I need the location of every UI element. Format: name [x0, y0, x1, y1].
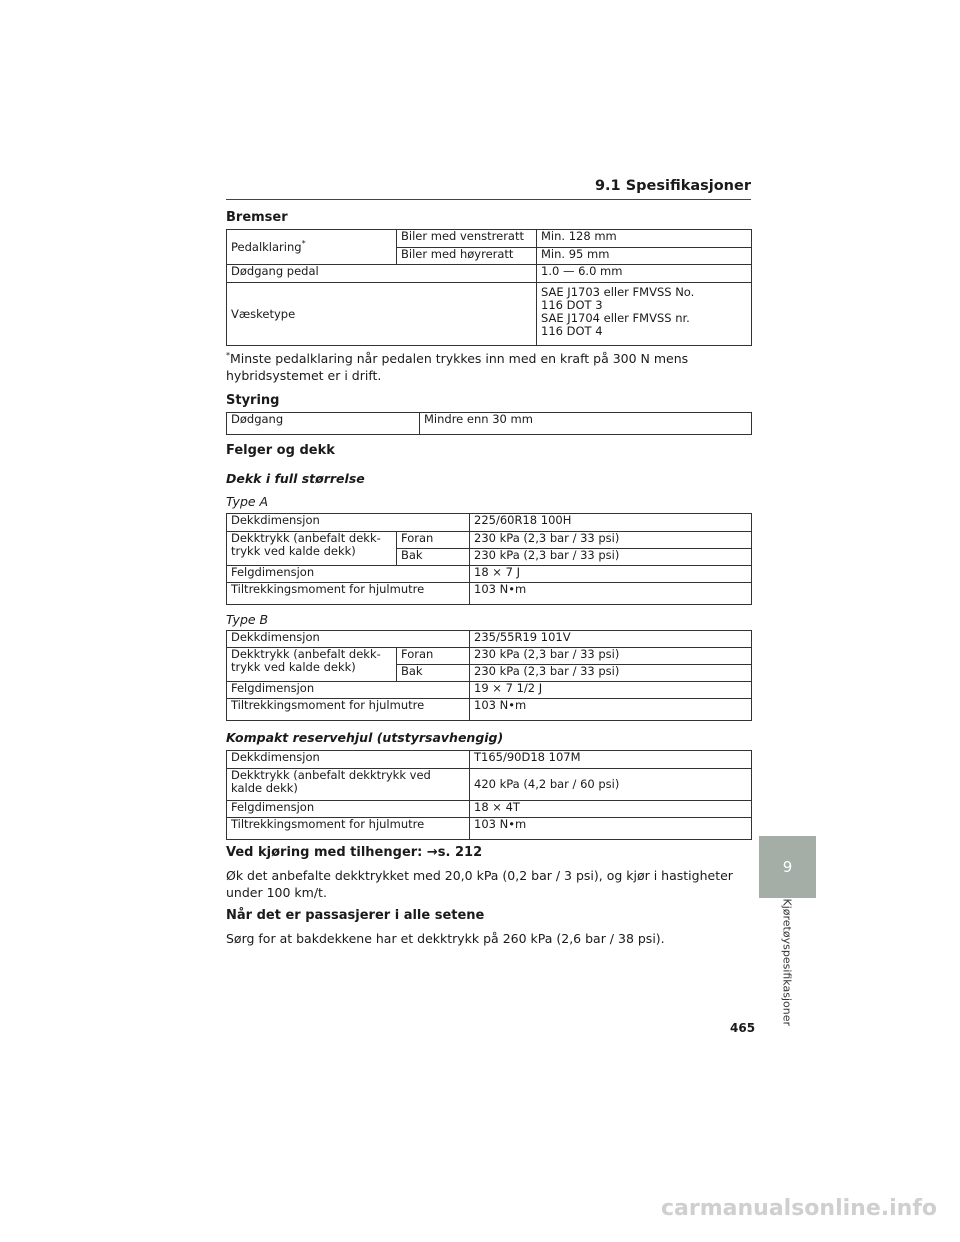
type-a-table [226, 513, 752, 605]
page-header [226, 176, 751, 200]
page-number: 465 [730, 1021, 756, 1035]
torque-label: Tiltrekkingsmoment for hjulmutre [227, 818, 470, 840]
tire-pressure-label: Dekktrykk (anbefalt dekk-trykk ved kalde dekk) [227, 648, 397, 682]
front-label: Foran [397, 532, 470, 549]
fluid-line: SAE J1704 eller FMVSS nr. [541, 311, 690, 325]
torque-label: Tiltrekkingsmoment for hjulmutre [227, 699, 470, 721]
pedal-clearance-label: Pedalklaring* [227, 230, 397, 265]
brakes-heading: Bremser [226, 210, 288, 225]
trailer-heading: Ved kjøring med tilhenger: →s. 212 [226, 845, 483, 860]
torque-label: Tiltrekkingsmoment for hjulmutre [227, 583, 470, 605]
type-a-label: Type A [226, 494, 269, 509]
steering-table [226, 412, 752, 435]
pedal-play-value: 1.0 — 6.0 mm [537, 265, 752, 283]
fluid-line: SAE J1703 eller FMVSS No. [541, 285, 695, 299]
footnote: *Minste pedalklaring når pedalen trykkes inn med en kraft på 300 N mens hybridsystemet er i drift. [226, 350, 689, 383]
rim-size-value: 18 × 4T [470, 801, 752, 818]
fluid-type-value [537, 283, 752, 346]
rear-value: 230 kPa (2,3 bar / 33 psi) [470, 665, 752, 682]
passengers-heading: Når det er passasjerer i alle setene [226, 908, 485, 923]
rim-size-value: 18 × 7 J [470, 566, 752, 583]
brakes-table [226, 229, 752, 346]
front-label: Foran [397, 648, 470, 665]
rhd-label: Biler med høyreratt [397, 248, 537, 265]
tire-pressure-label: Dekktrykk (anbefalt dekk-trykk ved kalde dekk) [227, 532, 397, 566]
tire-pressure-label: Dekktrykk (anbefalt dekktrykk ved kalde dekk) [227, 769, 470, 801]
fluid-line: 116 DOT 4 [541, 324, 603, 338]
rim-size-label: Felgdimensjon [227, 566, 470, 583]
fluid-type-label: Væsketype [227, 283, 537, 346]
rear-label: Bak [397, 549, 470, 566]
trailer-text: Øk det anbefalte dekktrykket med 20,0 kPa (0,2 bar / 3 psi), og kjør i hastigheter under 100 km/t. [226, 868, 733, 900]
torque-value: 103 N•m [470, 818, 752, 840]
type-b-table [226, 630, 752, 721]
torque-value: 103 N•m [470, 699, 752, 721]
wheels-heading: Felger og dekk [226, 443, 335, 458]
lhd-label: Biler med venstreratt [397, 230, 537, 248]
fluid-line: 116 DOT 3 [541, 298, 603, 312]
tire-size-value: 225/60R18 100H [470, 514, 752, 532]
pedal-play-label: Dødgang pedal [227, 265, 537, 283]
tire-size-value: 235/55R19 101V [470, 631, 752, 648]
lhd-value: Min. 128 mm [537, 230, 752, 248]
watermark: carmanualsonline.info [661, 1196, 937, 1221]
tire-pressure-value: 420 kPa (4,2 bar / 60 psi) [470, 769, 752, 801]
tire-size-label: Dekkdimensjon [227, 631, 470, 648]
front-value: 230 kPa (2,3 bar / 33 psi) [470, 648, 752, 665]
tire-size-label: Dekkdimensjon [227, 751, 470, 769]
rear-label: Bak [397, 665, 470, 682]
type-b-label: Type B [226, 612, 269, 627]
tire-size-label: Dekkdimensjon [227, 514, 470, 532]
steering-play-label: Dødgang [227, 413, 420, 435]
rhd-value: Min. 95 mm [537, 248, 752, 265]
tire-size-value: T165/90D18 107M [470, 751, 752, 769]
chapter-tab[interactable]: 9 [759, 836, 816, 898]
page-reference-link[interactable]: →s. 212 [426, 845, 483, 860]
section-title: 9.1 Spesifikasjoner [594, 178, 751, 194]
front-value: 230 kPa (2,3 bar / 33 psi) [470, 532, 752, 549]
steering-heading: Styring [226, 393, 280, 408]
rim-size-value: 19 × 7 1/2 J [470, 682, 752, 699]
spare-table [226, 750, 752, 840]
torque-value: 103 N•m [470, 583, 752, 605]
rim-size-label: Felgdimensjon [227, 682, 470, 699]
passengers-text: Sørg for at bakdekkene har et dekktrykk på 260 kPa (2,6 bar / 38 psi). [226, 931, 665, 946]
rear-value: 230 kPa (2,3 bar / 33 psi) [470, 549, 752, 566]
full-size-heading: Dekk i full størrelse [226, 471, 365, 486]
rim-size-label: Felgdimensjon [227, 801, 470, 818]
spare-heading: Kompakt reservehjul (utstyrsavhengig) [226, 730, 504, 745]
steering-play-value: Mindre enn 30 mm [420, 413, 752, 435]
